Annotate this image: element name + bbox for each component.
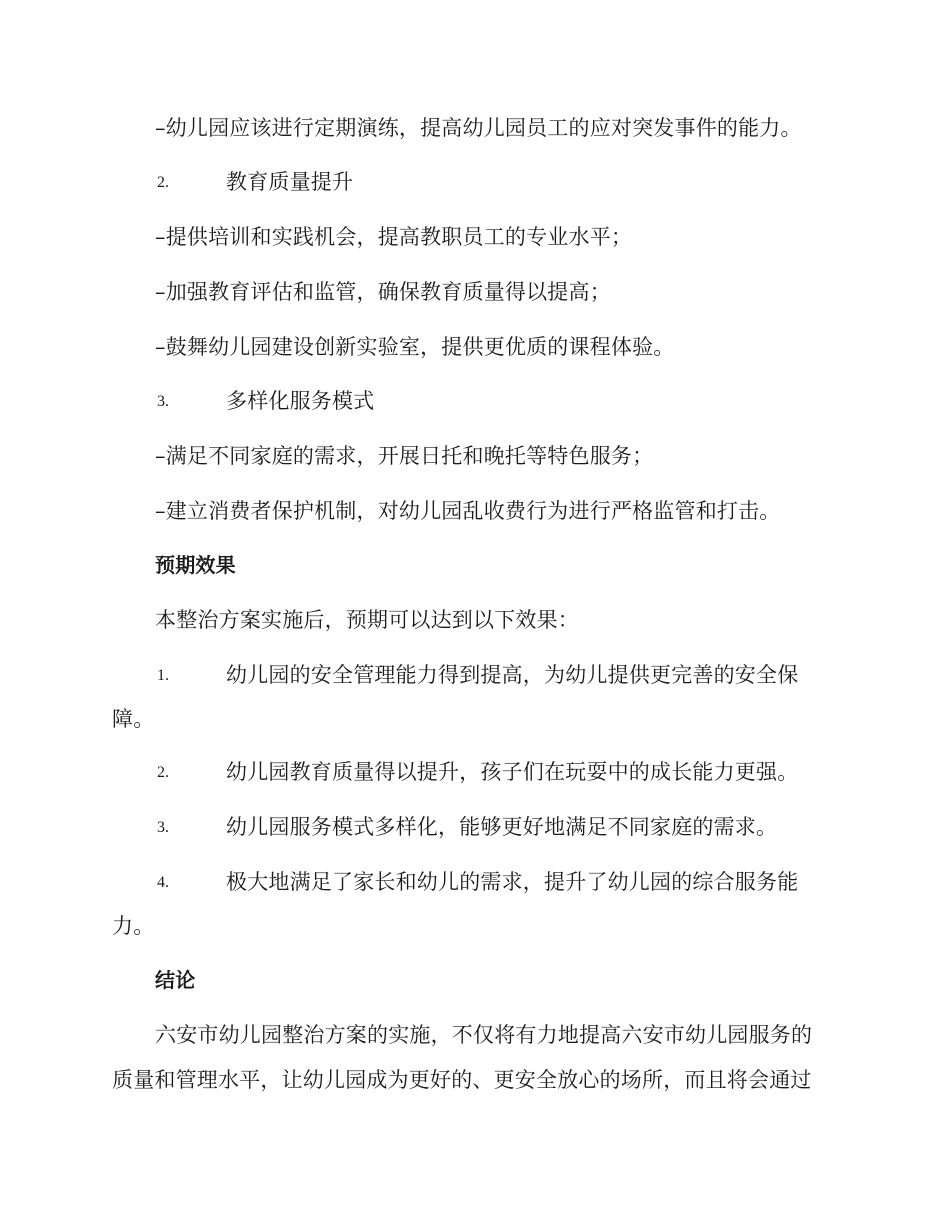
section-3-number: 3.: [157, 393, 169, 410]
section-2-title: 教育质量提升: [226, 170, 354, 194]
bullet-consumer-protection: –建立消费者保护机制，对幼儿园乱收费行为进行严格监管和打击。: [155, 499, 781, 523]
conclusion-line-1: 六安市幼儿园整治方案的实施，不仅将有力地提高六安市幼儿园服务的: [155, 1023, 813, 1047]
expected-item-1-number: 1.: [157, 667, 169, 684]
conclusion-line-2: 质量和管理水平，让幼儿园成为更好的、更安全放心的场所，而且将会通过: [112, 1068, 812, 1092]
bullet-family-needs: –满足不同家庭的需求，开展日托和晚托等特色服务；: [155, 444, 654, 468]
expected-item-2-number: 2.: [157, 764, 169, 781]
expected-item-2-text: 幼儿园教育质量得以提升，孩子们在玩耍中的成长能力更强。: [226, 760, 799, 784]
conclusion-heading: 结论: [155, 968, 196, 992]
expected-item-3-text: 幼儿园服务模式多样化，能够更好地满足不同家庭的需求。: [226, 815, 778, 839]
bullet-evaluation: –加强教育评估和监管，确保教育质量得以提高；: [155, 280, 611, 304]
section-3-title: 多样化服务模式: [226, 389, 375, 413]
expected-item-1-text: 幼儿园的安全管理能力得到提高，为幼儿提供更完善的安全保: [226, 663, 799, 687]
expected-item-3-number: 3.: [157, 819, 169, 836]
expected-item-1-continuation: 障。: [112, 707, 155, 731]
bullet-drill: –幼儿园应该进行定期演练，提高幼儿园员工的应对突发事件的能力。: [155, 116, 802, 140]
expected-item-4-text: 极大地满足了家长和幼儿的需求，提升了幼儿园的综合服务能: [226, 870, 799, 894]
expected-intro: 本整治方案实施后，预期可以达到以下效果：: [155, 608, 579, 632]
bullet-innovation-lab: –鼓舞幼儿园建设创新实验室，提供更优质的课程体验。: [155, 335, 675, 359]
bullet-training: –提供培训和实践机会，提高教职员工的专业水平；: [155, 225, 633, 249]
expected-item-4-continuation: 力。: [112, 914, 155, 938]
section-2-number: 2.: [157, 174, 169, 191]
expected-effect-heading: 预期效果: [155, 553, 236, 577]
expected-item-4-number: 4.: [157, 874, 169, 891]
